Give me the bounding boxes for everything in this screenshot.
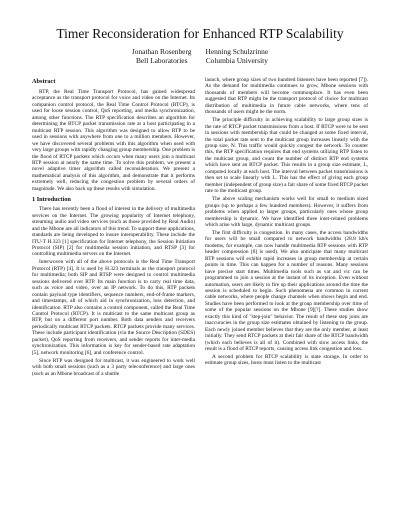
author-1 <box>132 47 192 66</box>
section-heading-introduction: 1 Introduction <box>32 196 71 204</box>
body-paragraph: A second problem for RTCP scalability is state storage. In order to estimate group sizes, hosts must listen to the multicast <box>205 354 368 367</box>
author-affiliation: Columbia University <box>205 56 268 66</box>
body-paragraph: launch, where group sizes of two hundred listeners have been reported [7]). As the demand for multimedia continues to grow, Mbone sessions with thousands of members will become commonplace. It has even been suggested that RTP might be the transport protocol of choice for multicast distribution of multimedia in future cable networks, where tens of thousands of users might be the norm. <box>205 77 368 116</box>
author-name: Jonathan Rosenberg <box>131 47 192 56</box>
body-paragraph: The first difficulty is congestion. In many cases, the access bandwidths for users will be small compared to network bandwidths (28.8 kb/s modems, for example, can now handle multimedia RTP sessions with RTP header compression [8] is used). We also anticipate that many multicast RTP sessions will exhibit rapid increases in group membership at certain points in time. This can happen for a number of reasons. Many sessions have precise start times. Multimedia tools such as vat and vic can be programmed to join a session at the instant of its inception. Even without automation, users are likely to fire up their applications around the time the session is scheduled to begin. Such phenomena are common in current cable networks, where people change channels when shows begin and end. Studies have been performed to look at the group membership over time of some of the popular sessions on the Mbone [9][?]. These studies show exactly this kind of "step-join" behavior. The result of these step joins are inaccuracies in the group size estimates obtained by listening to the group. Each newly joined member believes that they are the only member, at least initially. They send RTCP packets at their fair share of the RTCP bandwidth (which each believes is all of it). Combined with slow access links, the result is a flood of RTCP reports, causing access link congestion and loss. <box>205 229 368 353</box>
body-paragraph: Since RTP was designed for multicast, it was engineered to work well with both small sessions (such as a 3 party teleconference) and large ones (such as an Mbone broadcast of a shuttle <box>32 357 195 377</box>
abstract-heading: Abstract <box>32 78 56 85</box>
author-name: Henning Schulzrinne <box>205 47 269 56</box>
author-block <box>0 47 400 66</box>
body-paragraph: Interwoven with all of the above protocols is the Real Time Transport Protocol (RTP) [4]. It is used by H.323 terminals as the transport protocol for multimedia; both SIP and RTSP were designed to control multimedia sessions delivered over RTP. Its main function is to carry real time data, such as voice and video, over an IP network. To do this, RTP packets contain payload type identifiers, sequence numbers, end-of-frame markers, and timestamps, all of which aid in synchronization, loss detection, and identification. RTP also contains a control component, called the Real Time Control Protocol (RTCP). It is multicast to the same multicast group as RTP, but on a different port number. Both data senders and receivers periodically multicast RTCP packets. RTCP packets provide many services. These include participant identification (via the Source Description (SDES) packet), QoS reporting from receivers, and sender reports for inter-media synchronization. This information is key for sender-based rate adaptation [5], network monitoring [6], and conference control. <box>32 259 195 356</box>
abstract-text: RTP, the Real Time Transport Protocol, has gained widespread acceptance as the transport protocol for voice and video on the Internet. Its companion control protocol, the Real Time Control Protocol (RTCP), is used for loose session control, QoS reporting, and media synchronization, among other functions. The RTP specification describes an algorithm for determining the RTCP packet transmission rate at a host participating in a multicast RTP session. This algorithm was designed to allow RTP to be used in sessions with anywhere from one to a million members. However, we have discovered several problems with this algorithm when used with very large groups with rapidly changing group membership. One problem is the flood of RTCP packets which occurs when many users join a multicast RTP session at nearly the same time. To solve this problem, we present a novel adaptive timer algorithm called reconsideration. We present a mathematical analysis of this algorithm, and demonstrate that it performs extremely well, reducing the congestion problem by several orders of magnitude. We also back up these results with simulation. <box>32 89 195 192</box>
body-paragraph: The principle difficulty in achieving scalability to large group sizes is the rate of RTCP packet transmissions from a host. If RTCP were to be sent in sessions with membership that could be changed at some fixed interval, the total packet rate sent to the multicast group increases linearly with the group size, N. This traffic would quickly congest the network. To counter this, the RTP specification requires that end systems utilizing RTP listen to the multicast group, and count the number of distinct RTP end systems which have sent an RTCP packet. This results in a group size estimate, L, computed locally at each host. The interval between packet transmissions is then set to scale linearly with L. This has the effect of giving each group member (independent of group size) a fair share of some fixed RTCP packet rate to the multicast group. <box>205 117 369 195</box>
left-column <box>32 78 195 377</box>
author-2 <box>206 47 269 66</box>
paper-title: Timer Reconsideration for Enhanced RTP Scalability <box>56 26 344 41</box>
body-paragraph: There has recently been a flood of interest in the delivery of multimedia services on the Internet. The growing popularity of Internet telephony, streaming audio and video services (such as those provided by Real Audio) and the Mbone are all indicators of this trend. To support these applications, standards are being developed to insure interoperability. These include the ITU-T H.323 [1] specification for Internet telephony, the Session Initiation Protocol (SIP) [2] for multimedia session initiation, and RTSP [3] for controlling multimedia servers on the Internet. <box>32 206 195 258</box>
author-affiliation: Bell Laboratories <box>135 56 188 66</box>
body-paragraph: The above scaling mechanism works well for small to medium sized groups (up to perhaps a few hundred members). However, it suffers from problems when applied to larger groups, particularly ones whose group membership is dynamic. We have identified three inter-related problems which arise with large, dynamic multicast groups. <box>205 196 368 228</box>
right-column <box>205 77 368 367</box>
